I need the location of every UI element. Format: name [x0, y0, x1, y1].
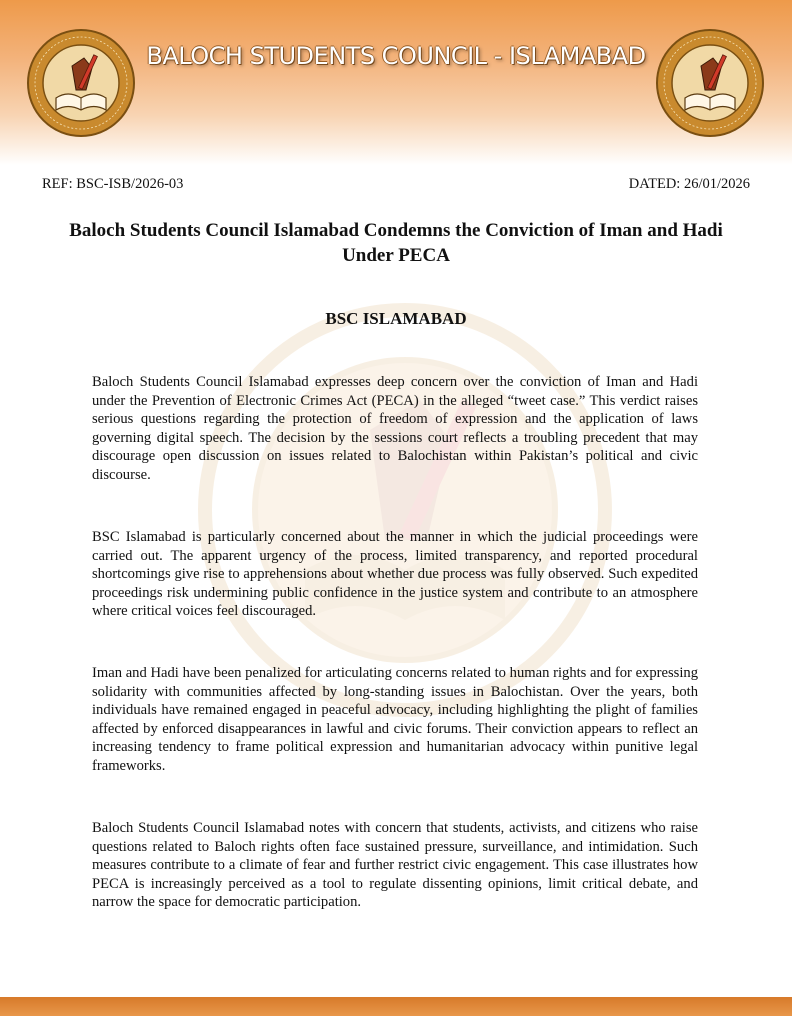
paragraph: BSC Islamabad is particularly concerned about the manner in which the judicial proceedings were carried out. The apparent urgency of the process, limited transparency, and reported procedural shortcomings give rise to apprehensions about whether due process was fully observed. Such expedited proceedings risk undermining public confidence in the justice system and contribute to an atmosphere where critical voices feel discouraged.: [92, 529, 698, 620]
document-date: DATED: 26/01/2026: [628, 176, 750, 192]
reference-number: REF: BSC-ISB/2026-03: [42, 176, 184, 192]
paragraph: Baloch Students Council Islamabad notes with concern that students, activists, and citizens who raise questions related to Baloch rights often face sustained pressure, surveillance, and intimidation. Such measures contribute to a climate of fear and further restrict civic engagement. This case illustrates how PECA is increasingly perceived as a tool to regulate dissenting opinions, limit critical debate, and narrow the space for democratic participation.: [92, 820, 698, 911]
paragraph: Baloch Students Council Islamabad expresses deep concern over the conviction of Iman and Hadi under the Prevention of Electronic Crimes Act (PECA) in the alleged “tweet case.” This verdict raises serious questions regarding the protection of freedom of expression and the application of laws governing digital speech. The decision by the sessions court reflects a troubling precedent that may discourage open discussion on issues related to Balochistan within Pakistan’s political and civic discourse.: [92, 374, 698, 483]
bsc-emblem-icon: [655, 28, 765, 138]
document-headline: Baloch Students Council Islamabad Condemns the Conviction of Iman and Hadi Under PECA: [69, 220, 723, 266]
paragraph: Iman and Hadi have been penalized for articulating concerns related to human rights and for expressing solidarity with communities affected by long-standing issues in Balochistan. Over the years, both individuals have remained engaged in peaceful advocacy, including highlighting the plight of families affected by enforced disappearances in lawful and civic forums. Their conviction appears to reflect an increasing tendency to frame political expression and humanitarian advocacy within punitive legal frameworks.: [92, 665, 698, 774]
organization-title: BALOCH STUDENTS COUNCIL - ISLAMABAD: [146, 42, 646, 70]
letterhead-header: [0, 0, 792, 165]
section-heading: BSC ISLAMABAD: [325, 309, 467, 328]
watermark-emblem-icon: [195, 300, 615, 720]
footer-bar: [0, 997, 792, 1016]
